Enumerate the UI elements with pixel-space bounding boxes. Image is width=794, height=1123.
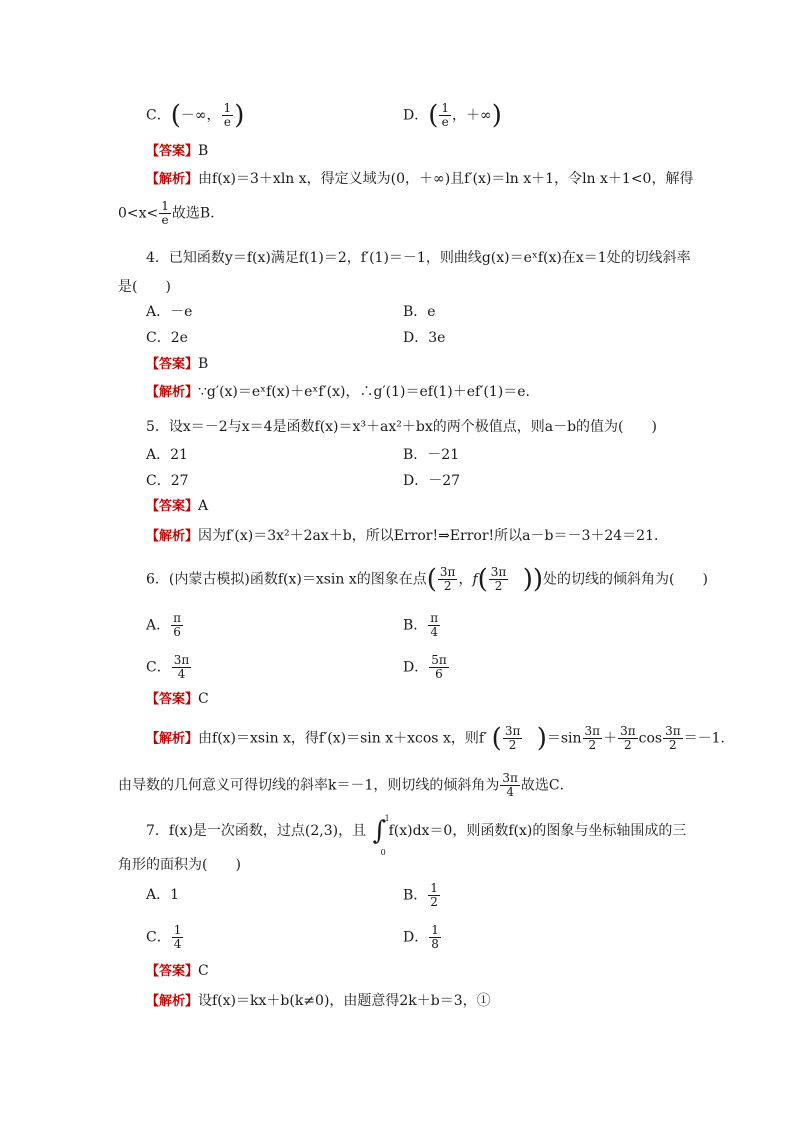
q4-stem-line1: 4．已知函数y＝f(x)满足f(1)＝2，f′(1)＝－1，则曲线g(x)＝eˣf(x)在x＝1处的切线斜率 [146,250,691,266]
q6-stem: 6．(内蒙古模拟)函数f(x)＝xsin x的图象在点( $\frac{3\pi}{2}$ ，f( $\frac{3\pi}{2}$ ))处的切线的倾斜角为( ) [146,564,708,595]
fraction: $\frac{3\pi}{4}$ [502,771,518,799]
fraction: $\frac{3\pi}{2}$ [490,565,507,593]
analysis-tag: 【解析】 [146,529,199,544]
q7-option-c: C． $\frac{1}{4}$ [146,923,182,951]
q4-stem-line2: 是( ) [118,279,171,295]
analysis-tag: 【解析】 [146,731,199,747]
q7-option-d: D． $\frac{1}{8}$ [403,923,439,951]
fraction: $\frac{1}{4}$ [173,923,182,951]
fraction: $\frac{1}{e}$ [161,199,169,227]
fraction: $\frac{1}{e}$ [223,101,232,129]
fraction: $\frac{5\pi}{6}$ [431,653,447,681]
q5-option-d: D．－27 [403,473,461,489]
fraction: $\frac{1}{8}$ [431,923,439,951]
fraction: $\frac{\pi}{6}$ [173,611,182,639]
answer-tag: 【答案】 [146,357,199,372]
answer-tag: 【答案】 [146,499,199,514]
q3-option-c: C．(－∞， $\frac{1}{e}$ ) [146,100,245,131]
q6-option-c: C． $\frac{3\pi}{4}$ [146,653,190,681]
fraction: $\frac{3\pi}{2}$ [665,724,681,752]
q5-option-b: B．－21 [403,447,460,463]
q7-analysis: 【解析】设f(x)＝kx＋b(k≠0)，由题意得2k＋b＝3，① [146,993,491,1009]
q4-option-d: D．3e [403,330,446,346]
q4-option-a: A．－e [146,304,193,320]
fraction: $\frac{3\pi}{4}$ [173,653,190,681]
fraction: $\frac{3\pi}{2}$ [620,724,636,752]
answer-tag: 【答案】 [146,964,199,979]
fraction: $\frac{1}{e}$ [441,101,450,129]
q5-analysis: 【解析】因为f′(x)＝3x²＋2ax＋b，所以Error!⇒Error!所以a－b＝－3＋24＝21. [146,528,659,544]
q6-analysis-line1: 【解析】由f(x)＝xsin x，得f′(x)＝sin x＋xcos x，则f′ ( $\frac{3\pi}{2}$ )＝sin $\frac{3\pi}{2}$ ＋ $\frac{3\pi}{2}$ cos $\frac{3\pi}{2}$ ＝－1. [146,723,725,754]
analysis-tag: 【解析】 [146,385,199,400]
q5-stem: 5．设x＝－2与x＝4是函数f(x)＝x³＋ax²＋bx的两个极值点，则a－b的值为( ) [146,419,657,435]
q3-answer: 【答案】B [146,143,209,159]
q6-option-d: D． $\frac{5\pi}{6}$ [403,653,447,681]
q7-answer: 【答案】C [146,963,209,979]
q4-analysis: 【解析】∵g′(x)＝eˣf(x)＋eˣf′(x)，∴g′(1)＝ef(1)＋ef′(1)＝e. [146,384,530,400]
analysis-tag: 【解析】 [146,172,199,187]
q5-answer: 【答案】A [146,498,209,514]
fraction: $\frac{3\pi}{2}$ [439,565,456,593]
q4-option-b: B．e [403,304,436,320]
answer-tag: 【答案】 [146,692,199,707]
q4-option-c: C．2e [146,330,188,346]
fraction: $\frac{\pi}{4}$ [430,611,439,639]
q5-option-a: A．21 [146,447,188,463]
q6-answer: 【答案】C [146,691,209,707]
q7-stem-line2: 角形的面积为( ) [118,857,241,873]
q6-analysis-line2: 由导数的几何意义可得切线的斜率k＝－1，则切线的倾斜角为 $\frac{3\pi}{4}$ 故选C． [118,771,574,799]
q7-option-a: A．1 [146,887,180,903]
q3-analysis-line1: 【解析】由f(x)＝3＋xln x，得定义域为(0，＋∞)且f′(x)＝ln x＋1，令ln x＋1<0，解得 [146,171,694,187]
q4-answer: 【答案】B [146,356,209,372]
q7-stem-line1: 7．f(x)是一次函数，过点(2,3)，且 ∫ 1 0 f(x)dx＝0，则函数f(x)的图象与坐标轴围成的三 [146,814,687,857]
fraction: $\frac{3\pi}{2}$ [584,724,601,752]
q3-option-d: D．( $\frac{1}{e}$ ，＋∞) [403,100,502,131]
integral-sign: ∫ 1 0 [372,814,390,857]
q6-option-b: B． $\frac{\pi}{4}$ [403,611,439,639]
q5-option-c: C．27 [146,473,189,489]
q3-analysis-line2: 0<x< $\frac{1}{e}$ 故选B． [118,199,225,227]
answer-tag: 【答案】 [146,144,199,159]
q6-option-a: A． $\frac{\pi}{6}$ [146,611,182,639]
q7-option-b: B． $\frac{1}{2}$ [403,881,438,909]
fraction: $\frac{1}{2}$ [430,881,438,909]
analysis-tag: 【解析】 [146,994,199,1009]
fraction: $\frac{3\pi}{2}$ [504,724,521,752]
